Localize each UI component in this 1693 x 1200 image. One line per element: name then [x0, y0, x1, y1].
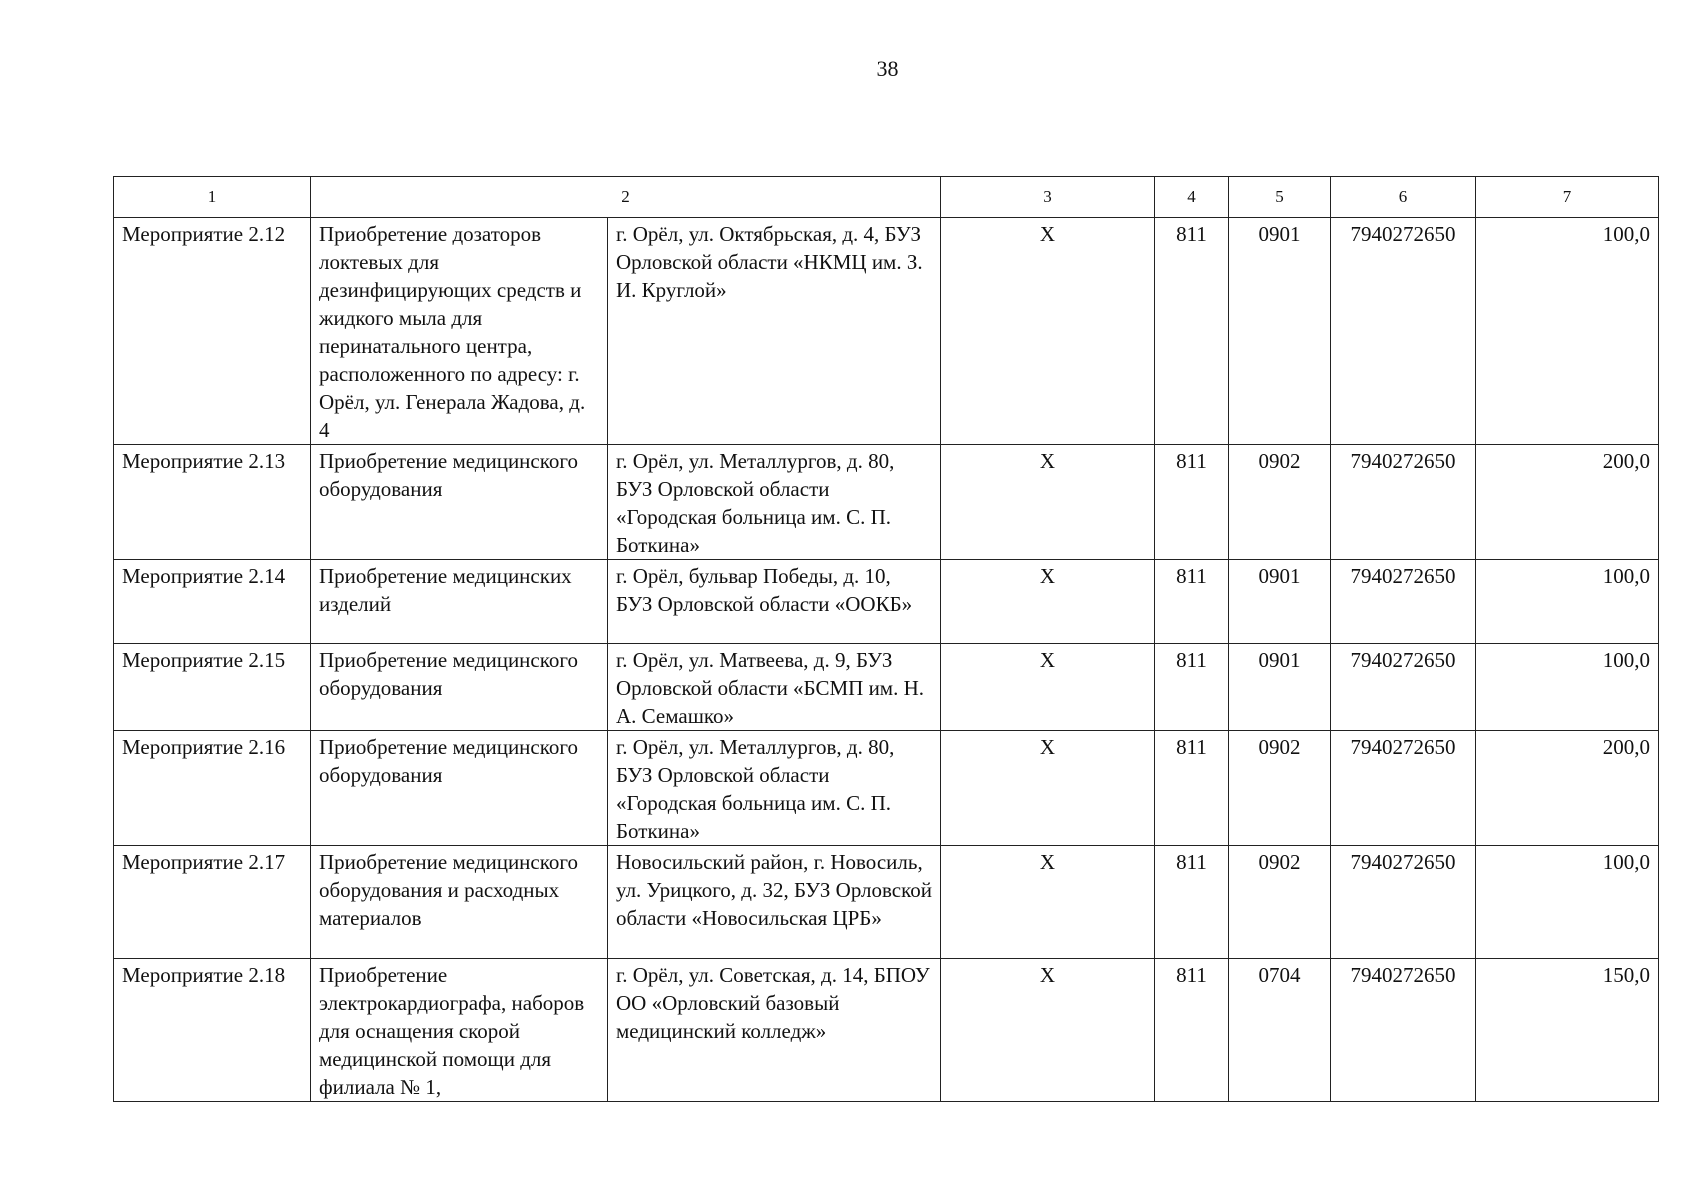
col6-value: 7940272650	[1331, 846, 1476, 959]
event-address: г. Орёл, ул. Октябрьская, д. 4, БУЗ Орловской области «НКМЦ им. З. И. Круглой»	[608, 218, 941, 445]
event-address: г. Орёл, ул. Матвеева, д. 9, БУЗ Орловской области «БСМП им. Н. А. Семашко»	[608, 644, 941, 731]
table-row	[114, 560, 1659, 644]
table-header-row	[114, 177, 1659, 218]
col5-value: 0902	[1229, 846, 1331, 959]
col3-value: Х	[941, 445, 1155, 560]
event-name: Мероприятие 2.15	[114, 644, 311, 731]
event-address: г. Орёл, ул. Металлургов, д. 80, БУЗ Орловской области «Городская больница им. С. П. Боткина»	[608, 731, 941, 846]
col5-value: 0901	[1229, 218, 1331, 445]
event-address: г. Орёл, бульвар Победы, д. 10, БУЗ Орловской области «ООКБ»	[608, 560, 941, 644]
table-row	[114, 731, 1659, 846]
event-description: Приобретение медицинского оборудования	[311, 644, 608, 731]
col6-value: 7940272650	[1331, 218, 1476, 445]
col7-value: 100,0	[1476, 218, 1659, 445]
event-name: Мероприятие 2.16	[114, 731, 311, 846]
col3-value: Х	[941, 560, 1155, 644]
col3-value: Х	[941, 846, 1155, 959]
event-description: Приобретение дозаторов локтевых для дезинфицирующих средств и жидкого мыла для перинатального центра, расположенного по адресу: г. Орёл, ул. Генерала Жадова, д. 4	[311, 218, 608, 445]
col5-value: 0704	[1229, 959, 1331, 1102]
page-number: 38	[876, 56, 899, 81]
event-description: Приобретение медицинского оборудования	[311, 731, 608, 846]
col7-value: 200,0	[1476, 445, 1659, 560]
col7-value: 200,0	[1476, 731, 1659, 846]
table-row	[114, 218, 1659, 445]
col4-value: 811	[1155, 731, 1229, 846]
header-col-2: 2	[311, 177, 941, 218]
col7-value: 100,0	[1476, 846, 1659, 959]
header-col-3: 3	[941, 177, 1155, 218]
event-description: Приобретение медицинского оборудования и расходных материалов	[311, 846, 608, 959]
event-name: Мероприятие 2.17	[114, 846, 311, 959]
budget-table	[113, 176, 1659, 1102]
col4-value: 811	[1155, 445, 1229, 560]
table-row	[114, 846, 1659, 959]
col4-value: 811	[1155, 959, 1229, 1102]
event-name: Мероприятие 2.14	[114, 560, 311, 644]
table-row	[114, 959, 1659, 1102]
event-name: Мероприятие 2.12	[114, 218, 311, 445]
col6-value: 7940272650	[1331, 959, 1476, 1102]
event-description: Приобретение медицинского оборудования	[311, 445, 608, 560]
header-col-4: 4	[1155, 177, 1229, 218]
col6-value: 7940272650	[1331, 445, 1476, 560]
col7-value: 100,0	[1476, 644, 1659, 731]
col3-value: Х	[941, 731, 1155, 846]
col4-value: 811	[1155, 218, 1229, 445]
header-col-6: 6	[1331, 177, 1476, 218]
col4-value: 811	[1155, 560, 1229, 644]
col4-value: 811	[1155, 846, 1229, 959]
col5-value: 0901	[1229, 644, 1331, 731]
col7-value: 100,0	[1476, 560, 1659, 644]
event-address: г. Орёл, ул. Металлургов, д. 80, БУЗ Орловской области «Городская больница им. С. П. Боткина»	[608, 445, 941, 560]
col3-value: Х	[941, 218, 1155, 445]
header-col-7: 7	[1476, 177, 1659, 218]
col6-value: 7940272650	[1331, 644, 1476, 731]
col4-value: 811	[1155, 644, 1229, 731]
table-row	[114, 644, 1659, 731]
header-col-5: 5	[1229, 177, 1331, 218]
col5-value: 0902	[1229, 445, 1331, 560]
event-name: Мероприятие 2.18	[114, 959, 311, 1102]
event-address: Новосильский район, г. Новосиль, ул. Урицкого, д. 32, БУЗ Орловской области «Новосильская ЦРБ»	[608, 846, 941, 959]
col3-value: Х	[941, 644, 1155, 731]
header-col-1: 1	[114, 177, 311, 218]
event-name: Мероприятие 2.13	[114, 445, 311, 560]
col3-value: Х	[941, 959, 1155, 1102]
col6-value: 7940272650	[1331, 731, 1476, 846]
col5-value: 0902	[1229, 731, 1331, 846]
table-row	[114, 445, 1659, 560]
event-description: Приобретение медицинских изделий	[311, 560, 608, 644]
col7-value: 150,0	[1476, 959, 1659, 1102]
col6-value: 7940272650	[1331, 560, 1476, 644]
event-address: г. Орёл, ул. Советская, д. 14, БПОУ ОО «Орловский базовый медицинский колледж»	[608, 959, 941, 1102]
event-description: Приобретение электрокардиографа, наборов для оснащения скорой медицинской помощи для филиала № 1,	[311, 959, 608, 1102]
col5-value: 0901	[1229, 560, 1331, 644]
